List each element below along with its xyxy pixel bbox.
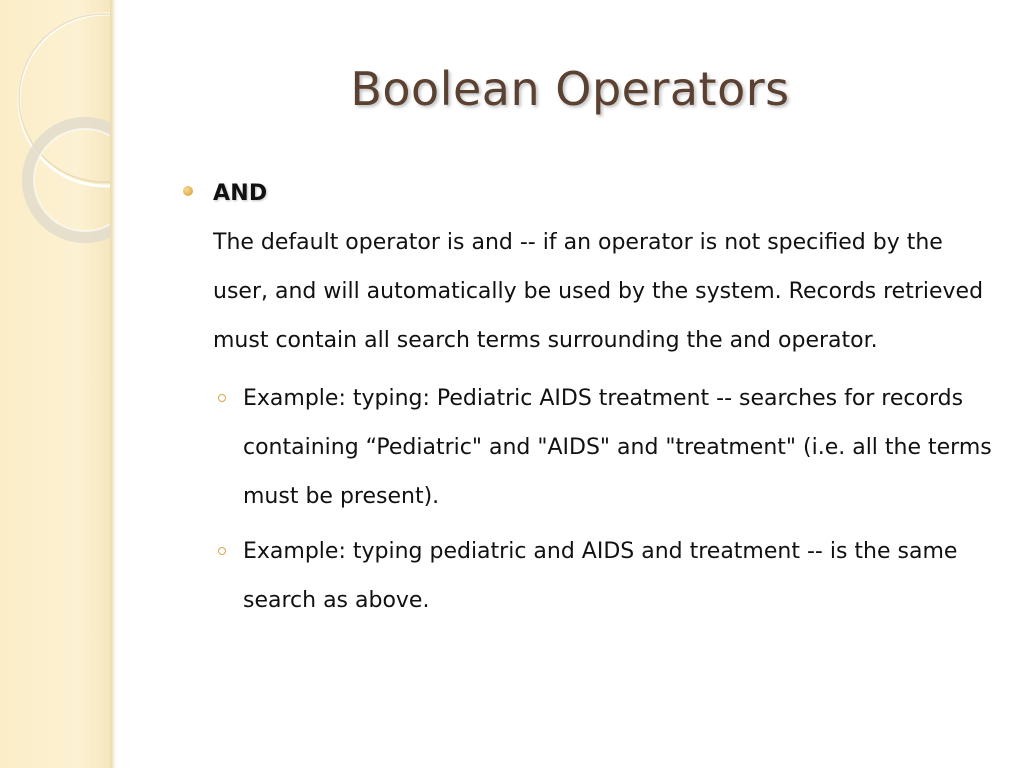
bullet-heading: AND — [213, 181, 268, 206]
decorative-side-strip — [0, 0, 112, 768]
decorative-circles-graphic — [0, 0, 112, 768]
bullet-paragraph: The default operator is and -- if an operator is not specified by the user, and will automatically be used by the system. Records retrieved must contain all search terms surrounding the and operator. — [213, 230, 984, 353]
slide-title: Boolean Operators — [350, 62, 790, 116]
slide-content — [183, 174, 993, 625]
hollow-circle-bullet-icon — [218, 394, 226, 402]
side-strip-edge — [110, 0, 116, 768]
sub-bullet-item — [183, 527, 993, 625]
sub-bullet-text: Example: typing pediatric and AIDS and treatment -- is the same search as above. — [243, 539, 958, 613]
bullet-item-and — [183, 174, 993, 365]
filled-circle-bullet-icon — [183, 186, 193, 196]
sub-bullet-item — [183, 374, 993, 521]
hollow-circle-bullet-icon — [218, 547, 226, 555]
sub-bullet-text: Example: typing: Pediatric AIDS treatment -- searches for records containing “Pediatric" and "AIDS" and "treatment" (i.e. all the terms must be present). — [243, 386, 992, 509]
